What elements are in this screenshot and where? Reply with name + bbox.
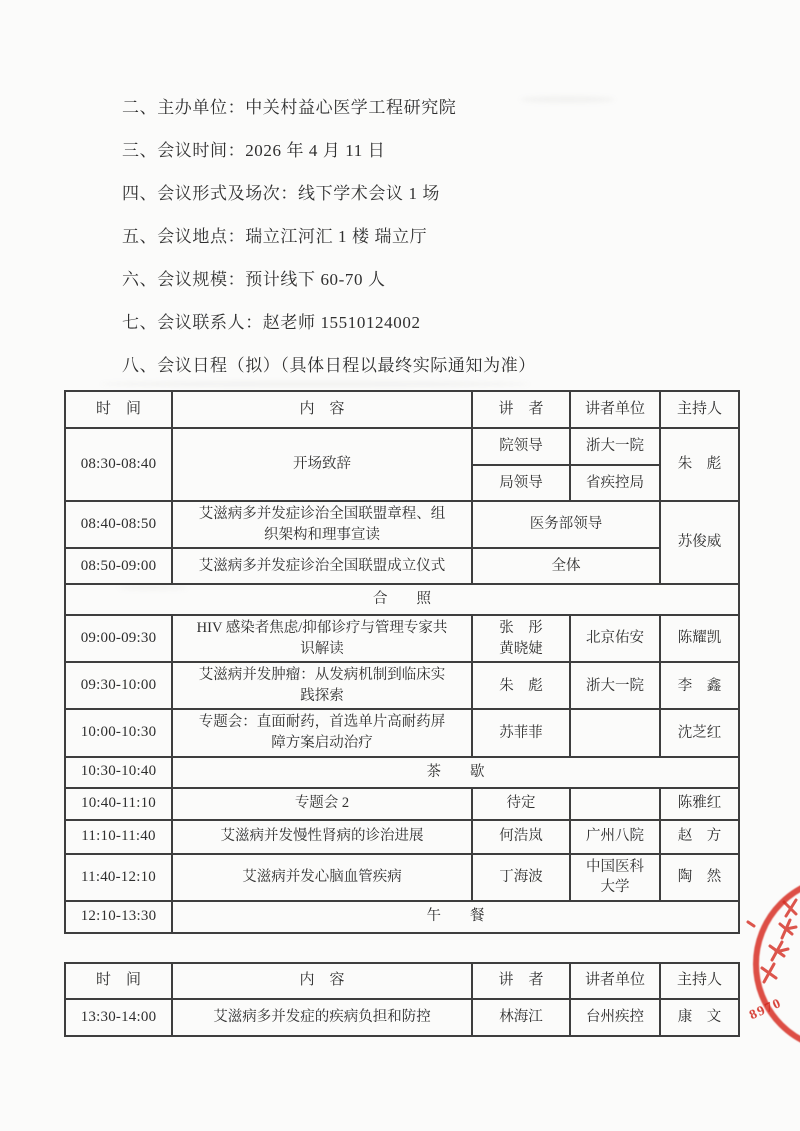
table-row-symposium2: [65, 788, 739, 820]
table-row-kidney: [65, 820, 739, 854]
content-line: 障方案启动治疗: [271, 735, 373, 752]
table-row-ceremony: [65, 548, 739, 584]
cell-time: 08:50-09:00: [65, 548, 172, 584]
cell-host: 朱 彪: [660, 428, 739, 501]
col-header-speaker: 讲 者: [472, 963, 570, 999]
cell-speaker: 全体: [472, 548, 660, 584]
cell-time: 10:30-10:40: [65, 757, 172, 788]
cell-affiliation: 省疾控局: [570, 465, 660, 501]
cell-affiliation: 浙大一院: [570, 428, 660, 465]
cell-host: 康 文: [660, 999, 739, 1036]
header-row: [65, 391, 739, 428]
cell-content: 茶 歇: [172, 757, 739, 788]
cell-time: 08:40-08:50: [65, 501, 172, 548]
col-header-content: 内 容: [172, 963, 472, 999]
table-row-tumor: [65, 662, 739, 709]
content-line: 艾滋病多并发症诊治全国联盟章程、组: [198, 506, 446, 522]
cell-host: 苏俊威: [660, 501, 739, 584]
affiliation-line: 大学: [600, 879, 630, 896]
cell-speaker: 朱 彪: [472, 662, 570, 709]
cell-content: [172, 709, 472, 756]
table-row-photo: [65, 584, 739, 615]
col-header-host: 主持人: [660, 391, 739, 428]
cell-time: 10:40-11:10: [65, 788, 172, 820]
content-line: HIV 感染者焦虑/抑郁诊疗与管理专家共: [196, 620, 448, 637]
content-line: 践探索: [300, 687, 344, 704]
seal-ring: [753, 875, 800, 1053]
col-header-host: 主持人: [660, 963, 739, 999]
table-row-cardio: [65, 854, 739, 901]
agenda-table-morning: [64, 390, 740, 934]
table-row-tea-break: [65, 757, 739, 788]
intro-item-agenda-note: 八、会议日程（拟）（具体日程以最终实际通知为准）: [122, 356, 536, 375]
cell-speaker: 待定: [472, 788, 570, 820]
cell-content: [172, 615, 472, 662]
content-line: 艾滋病并发肿瘤：从发病机制到临床实: [198, 667, 446, 684]
table-row-symposium1: [65, 709, 739, 756]
cell-host: 陶 然: [660, 854, 739, 901]
cell-affiliation: 台州疾控: [570, 999, 660, 1036]
content-line: 织架构和理事宣读: [264, 526, 380, 543]
intro-item-contact: 七、会议联系人：赵老师 15510124002: [122, 313, 421, 332]
cell-speaker: 何浩岚: [472, 820, 570, 854]
cell-speaker: 局领导: [472, 465, 570, 501]
cell-affiliation: 北京佑安: [570, 615, 660, 662]
cell-content: 艾滋病多并发症的疾病负担和防控: [172, 999, 472, 1036]
cell-host: 陈雅红: [660, 788, 739, 820]
affiliation-line: 中国医科: [586, 858, 644, 875]
table-row-burden: [65, 999, 739, 1036]
seal-digits: 8970: [747, 995, 785, 1024]
col-header-time: 时 间: [65, 391, 172, 428]
col-header-affiliation: 讲者单位: [570, 391, 660, 428]
cell-affiliation: [570, 709, 660, 756]
agenda-table-afternoon: [64, 962, 740, 1037]
cell-time: 09:30-10:00: [65, 662, 172, 709]
intro-item-venue: 五、会议地点：瑞立江河汇 1 楼 瑞立厅: [122, 227, 428, 246]
cell-speaker: 苏菲菲: [472, 709, 570, 756]
cell-content: 午 餐: [172, 901, 739, 933]
cell-speaker: 院领导: [472, 428, 570, 465]
intro-item-date: 三、会议时间：2026 年 4 月 11 日: [122, 141, 386, 160]
cell-affiliation: [570, 854, 660, 901]
cell-host: 李 鑫: [660, 662, 739, 709]
cell-content: 开场致辞: [172, 428, 472, 501]
intro-item-format: 四、会议形式及场次：线下学术会议 1 场: [122, 184, 440, 203]
speaker-line: 张 彤: [499, 620, 543, 637]
cell-speaker: 林海江: [472, 999, 570, 1036]
seal-script-marks: [746, 894, 800, 1004]
cell-host: 沈芝红: [660, 709, 739, 756]
cell-time: 12:10-13:30: [65, 901, 172, 933]
content-line: 专题会：直面耐药，首选单片高耐药屏: [198, 714, 446, 731]
cell-affiliation: 浙大一院: [570, 662, 660, 709]
cell-time: 11:10-11:40: [65, 820, 172, 854]
cell-speaker: 丁海波: [472, 854, 570, 901]
cell-content: 专题会 2: [172, 788, 472, 820]
cell-content: 艾滋病多并发症诊治全国联盟成立仪式: [172, 548, 472, 584]
col-header-affiliation: 讲者单位: [570, 963, 660, 999]
intro-item-scale: 六、会议规模：预计线下 60-70 人: [122, 270, 386, 289]
table-row-opening: [65, 428, 739, 465]
table-row-lunch: [65, 901, 739, 933]
cell-host: 赵 方: [660, 820, 739, 854]
content-line: 识解读: [300, 640, 344, 657]
cell-affiliation: [570, 788, 660, 820]
col-header-time: 时 间: [65, 963, 172, 999]
table-row-hiv-consensus: [65, 615, 739, 662]
cell-time: 13:30-14:00: [65, 999, 172, 1036]
cell-content: [172, 501, 472, 548]
red-seal-stamp: [742, 866, 800, 1056]
cell-host: 陈耀凯: [660, 615, 739, 662]
intro-list: [122, 99, 536, 400]
cell-speaker: [472, 615, 570, 662]
cell-speaker: 医务部领导: [472, 501, 660, 548]
cell-time: 11:40-12:10: [65, 854, 172, 901]
speaker-line: 黄晓婕: [499, 640, 543, 657]
intro-item-organizer: 二、主办单位：中关村益心医学工程研究院: [122, 98, 457, 117]
cell-time: 08:30-08:40: [65, 428, 172, 501]
cell-content: [172, 662, 472, 709]
cell-content: 艾滋病并发慢性肾病的诊治进展: [172, 820, 472, 854]
cell-content: 合 照: [65, 584, 739, 615]
cell-time: 09:00-09:30: [65, 615, 172, 662]
cell-time: 10:00-10:30: [65, 709, 172, 756]
col-header-speaker: 讲 者: [472, 391, 570, 428]
col-header-content: 内 容: [172, 391, 472, 428]
cell-affiliation: 广州八院: [570, 820, 660, 854]
cell-content: 艾滋病并发心脑血管疾病: [172, 854, 472, 901]
table-row-charter: [65, 501, 739, 548]
header-row: [65, 963, 739, 999]
